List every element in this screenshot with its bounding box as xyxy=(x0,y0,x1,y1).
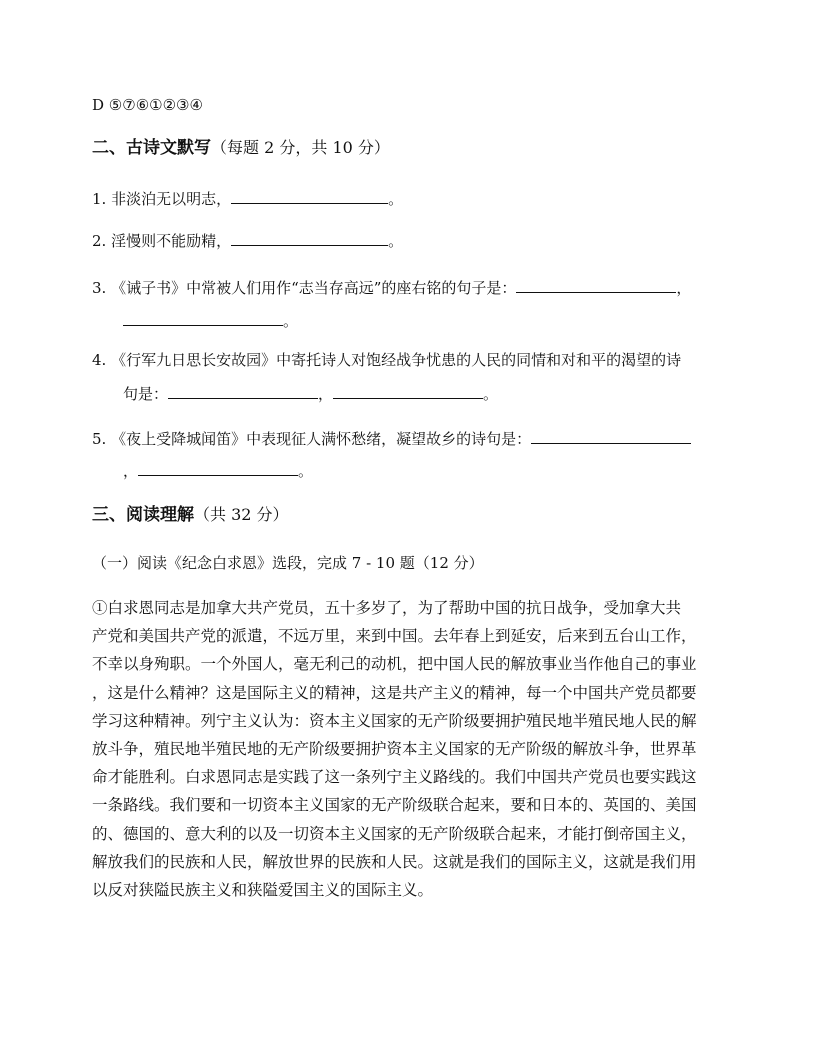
passage-line: 学习这种精神。列宁主义认为：资本主义国家的无产阶级要拥护殖民地半殖民地人民的解 xyxy=(92,711,697,730)
passage-line: 不幸以身殉职。一个外国人，毫无利己的动机，把中国人民的解放事业当作他自己的事业 xyxy=(92,655,697,674)
section2-score: （每题 2 分，共 10 分） xyxy=(211,138,390,157)
passage-line: ①白求恩同志是加拿大共产党员，五十多岁了，为了帮助中国的抗日战争，受加拿大共 xyxy=(92,599,682,617)
question-3 xyxy=(92,277,691,298)
passage-line: 以反对狭隘民族主义和狭隘爱国主义的国际主义。 xyxy=(92,881,434,900)
question-4-comma: ， xyxy=(318,385,334,403)
question-4-line1: 4. 《行军九日思长安故园》中寄托诗人对饱经战争忧患的人民的同情和对和平的渴望的诗 xyxy=(92,351,682,369)
answer-blank[interactable] xyxy=(138,460,298,476)
question-5-text: 5. 《夜上受降城闻笛》中表现征人满怀愁绪，凝望故乡的诗句是： xyxy=(92,430,532,448)
question-3-end: 。 xyxy=(283,312,299,330)
section2-title: 二、古诗文默写 xyxy=(92,138,211,158)
question-1-text: 1. 非淡泊无以明志， xyxy=(92,190,232,208)
question-5-end: 。 xyxy=(298,462,314,480)
answer-blank[interactable] xyxy=(231,230,388,246)
question-2 xyxy=(92,230,403,251)
question-3-line2 xyxy=(123,310,298,331)
passage-line: 一条路线。我们要和一切资本主义国家的无产阶级联合起来，要和日本的、英国的、美国 xyxy=(92,796,697,815)
question-3-text: 3. 《诫子书》中常被人们用作“志当存高远”的座右铭的句子是： xyxy=(92,279,517,297)
answer-blank[interactable] xyxy=(333,383,483,399)
passage-line: ，这是什么精神？这是国际主义的精神，这是共产主义的精神，每一个中国共产党员都要 xyxy=(92,683,697,702)
answer-option: D ⑤⑦⑥①②③④ xyxy=(92,96,203,114)
question-4 xyxy=(92,350,681,370)
passage-line: 放斗争，殖民地半殖民地的无产阶级要拥护资本主义国家的无产阶级的解放斗争，世界革 xyxy=(92,740,697,759)
answer-blank[interactable] xyxy=(168,383,318,399)
answer-blank[interactable] xyxy=(123,310,283,326)
answer-blank[interactable] xyxy=(531,428,691,444)
section3-heading xyxy=(92,505,289,525)
question-5-comma: ， xyxy=(123,462,139,480)
question-4-prompt: 句是： xyxy=(123,385,169,403)
question-2-end: 。 xyxy=(388,232,404,250)
answer-blank[interactable] xyxy=(231,188,388,204)
passage-line: 命才能胜利。白求恩同志是实践了这一条列宁主义路线的。我们中国共产党员也要实践这 xyxy=(92,768,697,787)
question-4-end: 。 xyxy=(483,385,499,403)
section3-score: （共 32 分） xyxy=(194,505,289,524)
passage-line: 产党和美国共产党的派遣，不远万里，来到中国。去年春上到延安，后来到五台山工作， xyxy=(92,627,697,646)
question-4-line2 xyxy=(123,383,498,404)
section2-heading xyxy=(92,138,390,158)
question-1 xyxy=(92,188,403,209)
question-3-comma: ， xyxy=(676,279,692,297)
question-1-end: 。 xyxy=(388,190,404,208)
reading1-intro: （一）阅读《纪念白求恩》选段，完成 7 - 10 题（12 分） xyxy=(92,554,484,572)
question-5 xyxy=(92,428,691,449)
passage-line: 解放我们的民族和人民，解放世界的民族和人民。这就是我们的国际主义，这就是我们用 xyxy=(92,852,697,871)
section3-title: 三、阅读理解 xyxy=(92,505,194,525)
answer-blank[interactable] xyxy=(516,277,676,293)
passage xyxy=(92,594,732,904)
passage-line: 的、德国的、意大利的以及一切资本主义国家的无产阶级联合起来，才能打倒帝国主义， xyxy=(92,824,697,843)
question-2-text: 2. 淫慢则不能励精， xyxy=(92,232,232,250)
question-5-line2 xyxy=(123,460,313,481)
